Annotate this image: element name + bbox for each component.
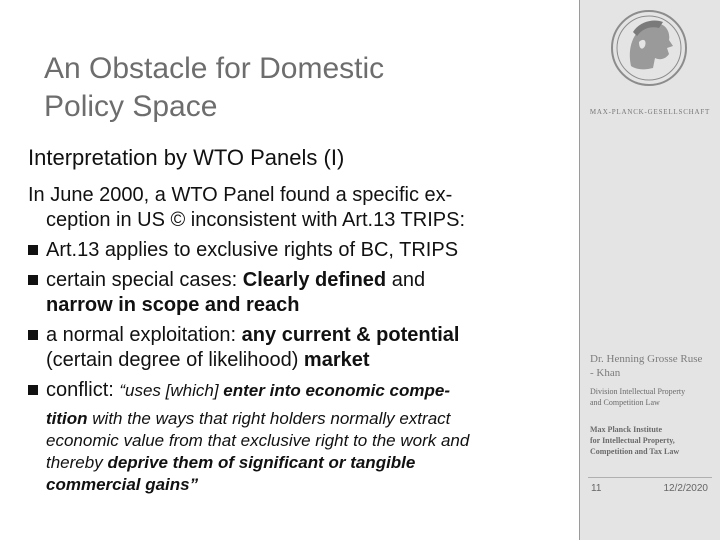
author-line-1: Dr. Henning Grosse Ruse bbox=[590, 353, 703, 365]
minerva-logo-icon bbox=[609, 8, 689, 98]
title-line-2: Policy Space bbox=[44, 90, 218, 123]
institute-name bbox=[590, 424, 716, 457]
body-text bbox=[28, 183, 576, 496]
bullet-4-text-a: conflict: bbox=[46, 379, 120, 401]
intro-line-1: In June 2000, a WTO Panel found a specific ex- bbox=[28, 184, 453, 206]
bullet-4-line-2 bbox=[46, 408, 576, 430]
bullet-4-text-d: tition bbox=[46, 409, 88, 428]
logo-text: MAX-PLANCK-GESELLSCHAFT bbox=[589, 108, 711, 116]
footer-divider bbox=[588, 477, 712, 478]
bullet-4-line-4 bbox=[46, 452, 576, 474]
bullet-4-text-c: enter into economic compe- bbox=[223, 381, 450, 400]
division-name bbox=[590, 386, 716, 408]
square-bullet-icon bbox=[28, 245, 38, 255]
bullet-4-text-h: deprive them of significant or tangible bbox=[107, 453, 416, 472]
sidebar-divider bbox=[579, 0, 580, 540]
bullet-item-1 bbox=[28, 238, 576, 263]
intro-paragraph bbox=[28, 183, 576, 233]
bullet-item-2 bbox=[28, 268, 576, 318]
intro-line-2: ception in US © inconsistent with Art.13 TRIPS: bbox=[46, 209, 466, 231]
bullet-4-text-g: thereby bbox=[46, 453, 108, 472]
bullet-4-text-e: with the ways that right holders normally extract bbox=[87, 409, 451, 428]
bullet-1-text: Art.13 applies to exclusive rights of BC, TRIPS bbox=[46, 239, 459, 261]
author-line-2: - Khan bbox=[590, 367, 621, 379]
title-line-1: An Obstacle for Domestic bbox=[44, 52, 385, 85]
bullet-2-text-b: Clearly defined bbox=[242, 269, 387, 291]
bullet-2-text-d: narrow in scope and reach bbox=[46, 294, 300, 316]
bullet-item-4 bbox=[28, 378, 576, 403]
slide-title bbox=[44, 50, 564, 126]
square-bullet-icon bbox=[28, 275, 38, 285]
bullet-2-text-a: certain special cases: bbox=[46, 269, 243, 291]
bullet-3-text-c: (certain degree of likelihood) bbox=[46, 349, 304, 371]
bullet-4-text-i: commercial gains” bbox=[46, 475, 199, 494]
page-number: 11 bbox=[591, 483, 602, 494]
institute-line-3: Competition and Tax Law bbox=[590, 447, 680, 456]
square-bullet-icon bbox=[28, 330, 38, 340]
bullet-2-text-c: and bbox=[386, 269, 426, 291]
bullet-4-continuation bbox=[46, 408, 576, 496]
bullet-4-text-b: “uses [which] bbox=[119, 381, 224, 400]
slide-subtitle: Interpretation by WTO Panels (I) bbox=[28, 145, 345, 170]
square-bullet-icon bbox=[28, 385, 38, 395]
bullet-3-text-b: any current & potential bbox=[241, 324, 460, 346]
bullet-4-text-f: economic value from that exclusive right to the work and bbox=[46, 431, 470, 450]
institute-line-1: Max Planck Institute bbox=[590, 425, 662, 434]
division-line-2: and Competition Law bbox=[590, 398, 660, 407]
bullet-3-text-a: a normal exploitation: bbox=[46, 324, 242, 346]
division-line-1: Division Intellectual Property bbox=[590, 387, 686, 396]
author-name bbox=[590, 352, 716, 380]
bullet-4-quote-start bbox=[119, 381, 450, 400]
slide-date: 12/2/2020 bbox=[663, 483, 708, 494]
bullet-item-3 bbox=[28, 323, 576, 373]
bullet-3-line-2 bbox=[46, 348, 576, 373]
institute-line-2: for Intellectual Property, bbox=[590, 436, 675, 445]
bullet-3-text-d: market bbox=[303, 349, 370, 371]
